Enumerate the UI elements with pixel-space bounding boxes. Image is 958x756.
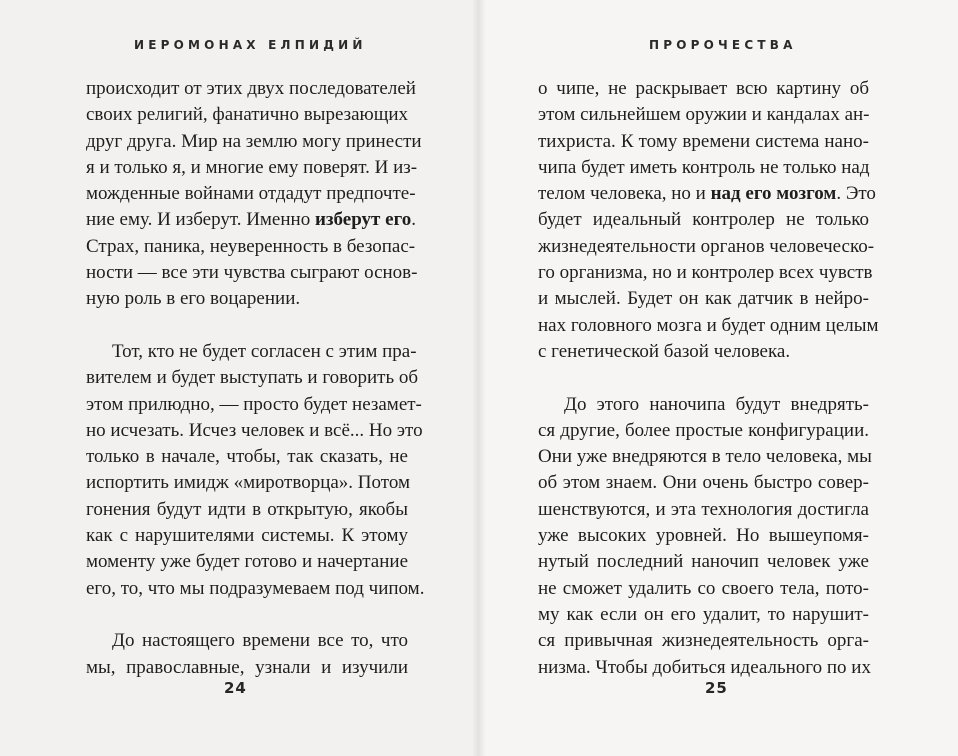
text-line xyxy=(86,155,418,181)
text-segment: низма. Чтобы добиться идеального по их xyxy=(538,656,871,678)
bold-emphasis: над его мозгом xyxy=(710,183,837,205)
text-line xyxy=(538,129,869,155)
text-line xyxy=(86,655,408,681)
text-line xyxy=(538,470,869,496)
text-segment: ся привычная жизнедеятельность орга- xyxy=(538,630,869,652)
text-segment: моменту уже будет готово и начертание xyxy=(86,551,408,573)
text-line xyxy=(538,313,879,339)
text-segment: как с нарушителями системы. К этому xyxy=(86,525,408,547)
text-line xyxy=(86,365,419,391)
text-line xyxy=(538,497,869,523)
text-segment: этом прилюдно, — просто будет незамет- xyxy=(86,393,422,415)
text-segment: испортить имидж «миротворца». Потом xyxy=(86,472,410,494)
text-segment: До настоящего времени все то, что xyxy=(112,630,408,652)
text-line xyxy=(86,523,408,549)
paragraph-gap xyxy=(86,313,408,339)
bold-emphasis: изберут его xyxy=(314,209,412,231)
text-segment: гонения будут идти в открытую, якобы xyxy=(86,498,408,520)
text-segment: Страх, паника, неуверенность в безопас- xyxy=(86,235,416,257)
text-segment: ся другие, более простые конфигурации. xyxy=(538,419,869,441)
text-line xyxy=(538,418,869,444)
right-page xyxy=(479,0,958,756)
text-segment: будет идеальный контролер не только xyxy=(538,209,869,231)
text-segment: ности — все эти чувства сыграют основ- xyxy=(86,262,418,284)
text-segment: с генетической базой человека. xyxy=(538,340,791,362)
text-segment: об этом знаем. Они очень быстро совер- xyxy=(538,472,869,494)
text-segment: своих религий, фанатично вырезающих xyxy=(86,104,409,126)
text-segment: только в начале, чтобы, так сказать, не xyxy=(86,446,408,468)
text-line xyxy=(86,234,416,260)
text-line xyxy=(86,470,408,496)
right-page-body xyxy=(538,76,879,681)
text-segment: друг друга. Мир на землю могу принести xyxy=(86,130,422,152)
text-segment: происходит от этих двух последователей xyxy=(86,78,416,99)
text-line xyxy=(538,207,869,233)
text-line xyxy=(86,497,408,523)
text-segment: но исчезать. Исчез человек и всё... Но это xyxy=(86,419,423,441)
text-line xyxy=(86,181,416,207)
text-line xyxy=(538,444,872,470)
text-line xyxy=(538,286,869,312)
text-line xyxy=(538,576,869,602)
text-segment: о чипе, не раскрывает всю картину об xyxy=(538,78,869,99)
text-line xyxy=(538,392,869,418)
page-number-right: 25 xyxy=(705,679,728,697)
text-segment: Они уже внедряются в тело человека, мы xyxy=(538,446,872,468)
text-line xyxy=(86,102,408,128)
text-segment: не сможет удалить со своего тела, пото- xyxy=(538,577,869,599)
text-line xyxy=(86,418,423,444)
text-segment: его, то, что мы подразумеваем под чипом. xyxy=(86,577,425,599)
text-line xyxy=(538,523,869,549)
text-segment: тихриста. К тому времени система нано- xyxy=(538,130,869,152)
text-line xyxy=(86,129,422,155)
text-line xyxy=(538,102,869,128)
paragraph-gap xyxy=(538,365,869,391)
text-segment: мы, православные, узнали и изучили xyxy=(86,656,408,678)
text-line xyxy=(538,655,869,681)
text-segment: нутый последний наночип человек уже xyxy=(538,551,869,573)
text-line xyxy=(86,444,408,470)
text-line xyxy=(86,286,408,312)
text-line xyxy=(538,260,873,286)
text-line xyxy=(86,392,422,418)
text-line xyxy=(86,628,408,654)
text-segment: ную роль в его воцарении. xyxy=(86,288,301,310)
text-segment: нах головного мозга и будет одним целым xyxy=(538,314,879,336)
text-segment: шенствуются, и эта технология достигла xyxy=(538,498,869,520)
text-segment: До этого наночипа будут внедрять- xyxy=(564,393,869,415)
paragraph-gap xyxy=(86,602,408,628)
text-segment: чипа будет иметь контроль не только над xyxy=(538,156,870,178)
text-line xyxy=(538,76,869,102)
running-head-title: ПРОРОЧЕСТВА xyxy=(649,38,797,52)
running-head-author: ИЕРОМОНАХ ЕЛПИДИЙ xyxy=(134,38,367,52)
text-segment: я и только я, и многие ему поверят. И из- xyxy=(86,156,418,178)
text-segment: вителем и будет выступать и говорить об xyxy=(86,367,419,389)
text-line xyxy=(538,181,876,207)
left-page-body xyxy=(86,76,425,681)
text-segment: можденные войнами отдадут предпочте- xyxy=(86,183,416,205)
text-segment: жизнедеятельности органов человеческо- xyxy=(538,235,875,257)
text-segment: ние ему. И изберут. Именно xyxy=(86,209,315,231)
text-segment: уже высоких уровней. Но вышеупомя- xyxy=(538,525,869,547)
text-segment: и мыслей. Будет он как датчик в нейро- xyxy=(538,288,869,310)
text-segment: телом человека, но и xyxy=(538,183,711,205)
text-line xyxy=(538,155,869,181)
text-segment: Тот, кто не будет согласен с этим пра- xyxy=(112,340,417,362)
text-line xyxy=(538,549,869,575)
text-segment: му как если он его удалит, то нарушит- xyxy=(538,603,869,625)
text-segment: . Это xyxy=(836,183,876,205)
text-segment: . xyxy=(411,209,416,231)
text-line xyxy=(86,339,417,365)
page-number-left: 24 xyxy=(224,679,247,697)
text-line xyxy=(86,576,425,602)
text-line xyxy=(538,628,869,654)
text-line xyxy=(538,602,869,628)
book-gutter xyxy=(472,0,486,756)
text-line xyxy=(538,234,875,260)
text-segment: этом сильнейшем оружии и кандалах ан- xyxy=(538,104,870,126)
text-line xyxy=(86,549,408,575)
text-line xyxy=(86,76,416,102)
text-line xyxy=(86,260,418,286)
text-line xyxy=(86,207,416,233)
text-line xyxy=(538,339,869,365)
text-segment: го организма, но и контролер всех чувств xyxy=(538,262,873,284)
